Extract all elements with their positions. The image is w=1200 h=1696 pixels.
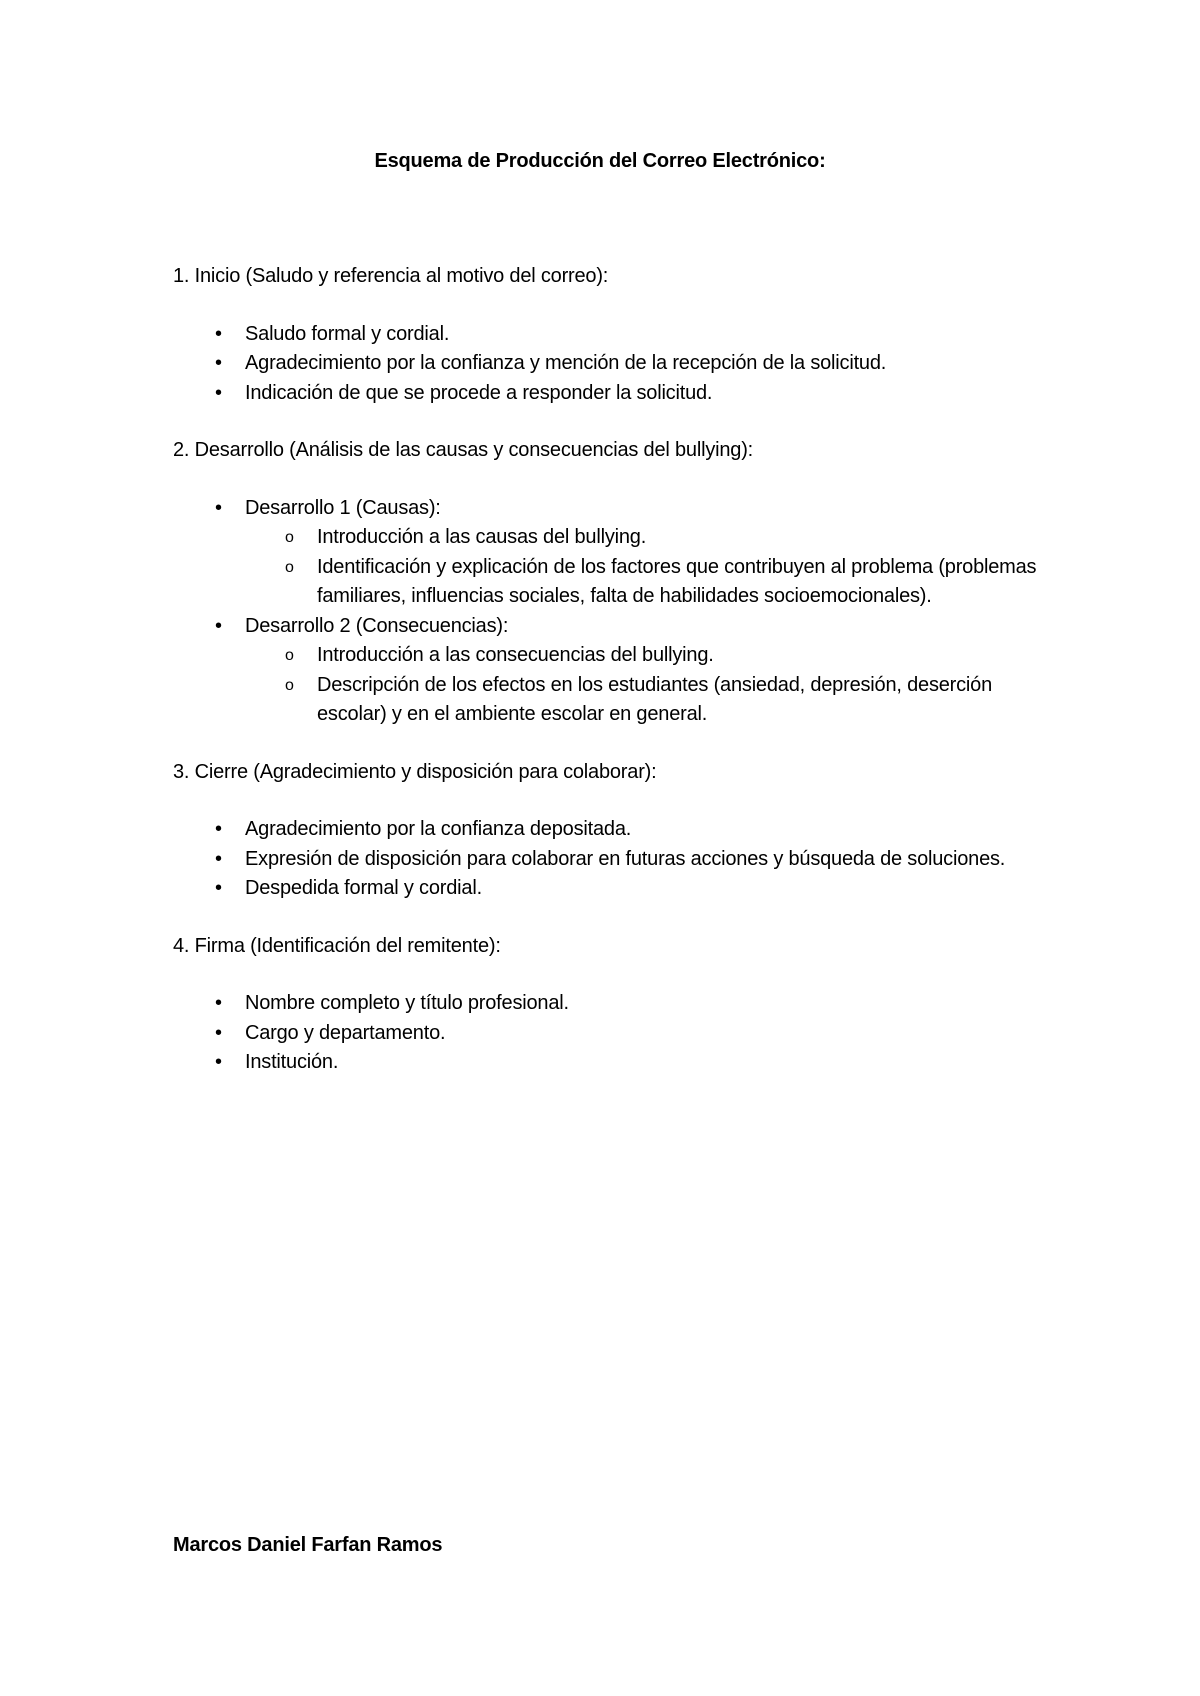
list-item: • Agradecimiento por la confianza y mención de la recepción de la solicitud. (173, 349, 1053, 379)
list-item: • Agradecimiento por la confianza depositada. (173, 815, 1053, 845)
list-item: • Expresión de disposición para colaborar en futuras acciones y búsqueda de soluciones. (173, 845, 1053, 875)
section-cierre (173, 758, 1053, 904)
list-item: • Nombre completo y título profesional. (173, 989, 1053, 1019)
sub-list-item: o Descripción de los efectos en los estudiantes (ansiedad, depresión, deserción escolar) y en el ambiente escolar en general. (245, 671, 1053, 730)
list-item-label: Desarrollo 1 (Causas): (245, 496, 441, 519)
sub-bullet-list (245, 641, 1053, 730)
list-item: • Cargo y departamento. (173, 1019, 1053, 1049)
list-item (173, 494, 1053, 612)
section-heading: 1. Inicio (Saludo y referencia al motivo del correo): (173, 265, 609, 287)
section-heading: 2. Desarrollo (Análisis de las causas y consecuencias del bullying): (173, 439, 754, 461)
sub-list-item: o Identificación y explicación de los factores que contribuyen al problema (problemas familiares, influencias sociales, falta de habilidades socioemocionales). (245, 553, 1053, 612)
sub-list-item: o Introducción a las causas del bullying. (245, 523, 1053, 553)
bullet-list (173, 320, 1053, 409)
list-item: • Despedida formal y cordial. (173, 874, 1053, 904)
document-body (173, 262, 1053, 1078)
sub-bullet-list (245, 523, 1053, 612)
list-item: • Saludo formal y cordial. (173, 320, 1053, 350)
section-inicio (173, 262, 1053, 408)
list-item: • Institución. (173, 1048, 1053, 1078)
section-desarrollo (173, 436, 1053, 730)
bullet-list (173, 989, 1053, 1078)
author-signature: Marcos Daniel Farfan Ramos (173, 1534, 443, 1556)
list-item-label: Desarrollo 2 (Consecuencias): (245, 614, 509, 637)
bullet-list (173, 494, 1053, 730)
bullet-list (173, 815, 1053, 904)
section-heading: 4. Firma (Identificación del remitente): (173, 934, 501, 957)
section-firma (173, 932, 1053, 1078)
section-heading: 3. Cierre (Agradecimiento y disposición para colaborar): (173, 760, 657, 783)
list-item: • Indicación de que se procede a responder la solicitud. (173, 379, 1053, 409)
sub-list-item: o Introducción a las consecuencias del bullying. (245, 641, 1053, 671)
document-title: Esquema de Producción del Correo Electrónico: (374, 150, 826, 172)
list-item (173, 612, 1053, 730)
